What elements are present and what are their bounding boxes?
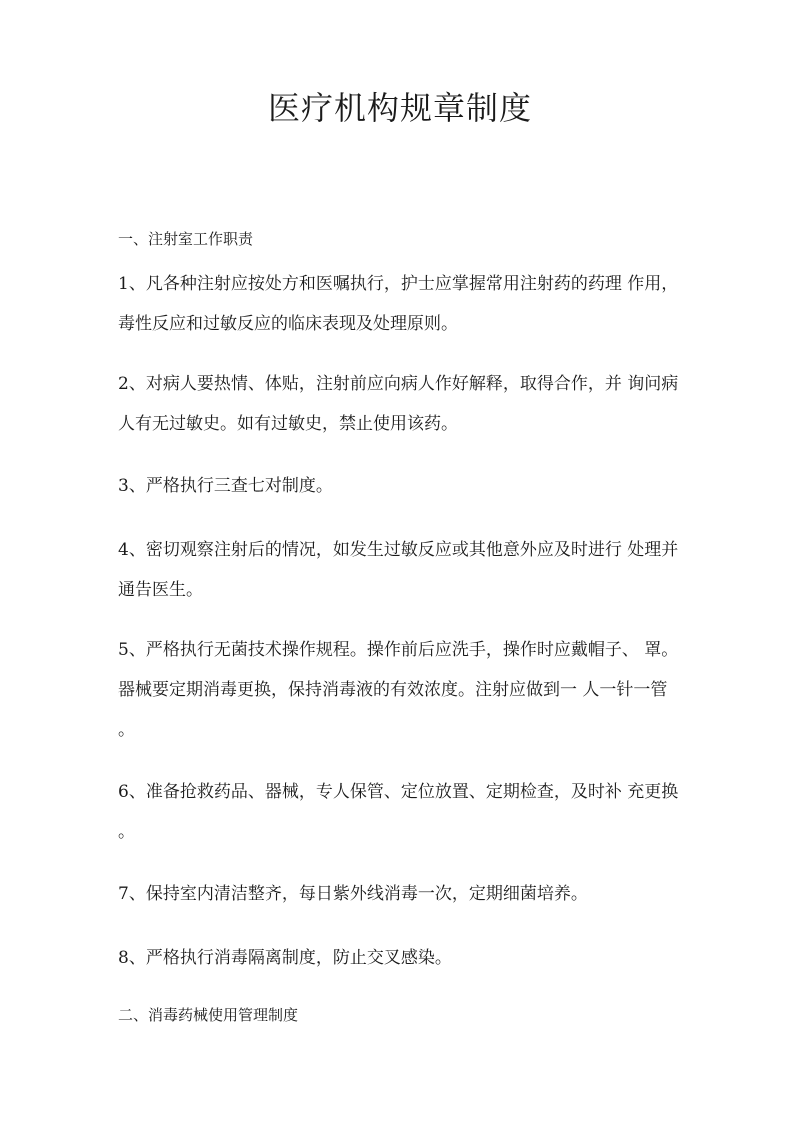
list-item-1-line-1: 1、凡各种注射应按处方和医嘱执行，护士应掌握常用注射药的药理 作用， [118,274,679,294]
list-item-4 [118,530,682,610]
list-item-5-line-3: 。 [118,720,135,740]
list-item-5-line-1: 5、严格执行无菌技术操作规程。操作前后应洗手，操作时应戴帽子、 罩。 [118,640,679,660]
list-item-4-line-1: 4、密切观察注射后的情况，如发生过敏反应或其他意外应及时进行 处理并 [118,540,679,560]
list-item-1 [118,264,682,344]
list-item-3-line-1: 3、严格执行三查七对制度。 [118,476,333,496]
section-heading-injection-room: 一、注射室工作职责 [118,230,254,248]
list-item-6-line-1: 6、准备抢救药品、器械，专人保管、定位放置、定期检查，及时补 充更换 [118,782,679,802]
list-item-5-line-2: 器械要定期消毒更换，保持消毒液的有效浓度。注射应做到一 人一针一管 [118,680,668,700]
list-item-4-line-2: 通告医生。 [118,580,203,600]
list-item-7 [118,874,682,914]
list-item-6 [118,772,682,852]
list-item-3 [118,466,682,506]
section-heading-disinfectant: 二、消毒药械使用管理制度 [118,1006,299,1024]
list-item-8 [118,938,682,978]
page-title: 医疗机构规章制度 [267,89,532,127]
list-item-8-line-1: 8、严格执行消毒隔离制度，防止交叉感染。 [118,948,452,968]
list-item-7-line-1: 7、保持室内清洁整齐，每日紫外线消毒一次，定期细菌培养。 [118,884,588,904]
list-item-2 [118,364,682,444]
list-item-6-line-2: 。 [118,822,135,842]
list-item-2-line-2: 人有无过敏史。如有过敏史，禁止使用该药。 [118,414,458,434]
list-item-2-line-1: 2、对病人要热情、体贴，注射前应向病人作好解释，取得合作，并 询问病 [118,374,679,394]
list-item-1-line-2: 毒性反应和过敏反应的临床表现及处理原则。 [118,314,458,334]
list-item-5 [118,630,682,750]
